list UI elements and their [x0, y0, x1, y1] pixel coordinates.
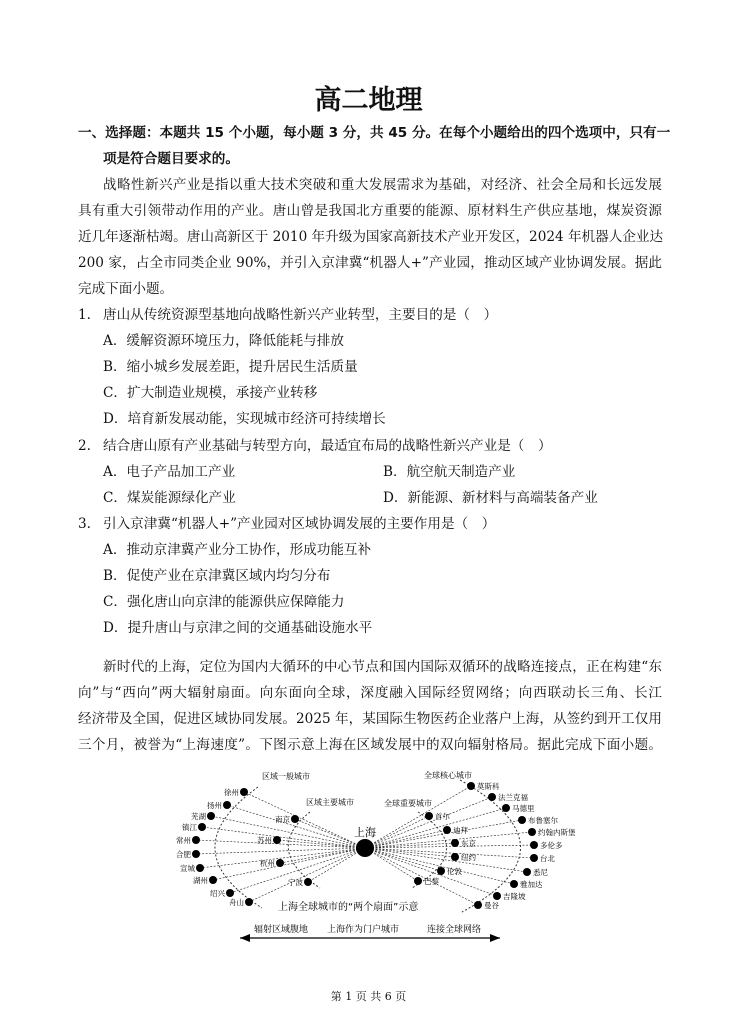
passage-line: 经济带及全国，促进区域协同发展。2025 年，某国际生物医药企业落户上海，从签约到开工仅用 — [78, 711, 662, 727]
city-node — [488, 793, 496, 801]
city-label: 曼谷 — [484, 901, 499, 910]
city-node — [245, 898, 253, 906]
city-node — [425, 812, 433, 820]
passage-line: 新时代的上海，定位为国内大循环的中心节点和国内国际双循环的战略连接点，正在构建“东 — [103, 659, 662, 675]
city-label: 伦敦 — [447, 867, 462, 876]
radiation-line — [227, 805, 365, 848]
city-label: 悉尼 — [533, 868, 548, 877]
city-node — [226, 889, 234, 897]
label-global-important: 全球重要城市 — [384, 799, 432, 808]
city-label: 雅加达 — [520, 880, 543, 889]
city-node — [304, 878, 312, 886]
question-stem: 引入京津冀“机器人+”产业园对区域协调发展的主要作用是（ ） — [103, 516, 496, 532]
city-node — [273, 836, 281, 844]
option-a: A．推动京津冀产业分工协作，形成功能互补 — [103, 542, 372, 558]
city-node — [523, 868, 531, 876]
city-node — [451, 853, 459, 861]
question-stem: 唐山从传统资源型基地向战略性新兴产业转型，主要目的是（ ） — [103, 307, 498, 323]
radiation-line — [202, 827, 365, 848]
passage-line: 战略性新兴产业是指以重大技术突破和重大发展需求为基础，对经济、社会全局和长远发展 — [103, 177, 662, 193]
passage-line: 向”与“西向”两大辐射扇面。向东面向全球，深度融入国际经贸网络；向西联动长三角、长江 — [78, 685, 662, 701]
city-label: 湖州 — [193, 876, 208, 885]
city-node — [502, 804, 510, 812]
city-node — [474, 901, 482, 909]
city-node — [530, 841, 538, 849]
city-node — [528, 828, 536, 836]
section-heading: 一、选择题：本题共 15 个小题，每小题 3 分，共 45 分。在每个小题给出的四个选项中，只有一 — [78, 125, 671, 141]
city-node — [240, 788, 248, 796]
city-label: 镇江 — [182, 823, 197, 832]
radiation-line — [365, 848, 441, 871]
city-node — [443, 826, 451, 834]
page-footer: 第 1 页 共 6 页 — [330, 990, 407, 1003]
radiation-line — [365, 848, 527, 872]
option-a: A．电子产品加工产业 — [103, 464, 236, 480]
option-c: C．强化唐山向京津的能源供应保障能力 — [103, 594, 345, 610]
arrow-label-left: 辐射区域腹地 — [254, 925, 309, 935]
arrow-right-icon — [490, 934, 500, 942]
radiation-line — [249, 848, 365, 902]
question-number: 2. — [78, 438, 91, 454]
radiation-line — [365, 848, 514, 884]
city-node — [518, 816, 526, 824]
city-label: 巴黎 — [424, 877, 439, 886]
city-node — [530, 854, 538, 862]
radiation-line — [365, 848, 497, 896]
passage-line: 具有重大引领带动作用的产业。唐山曾是我国北方重要的能源、原材料生产供应基地，煤炭资源 — [78, 203, 662, 219]
option-a: A．缓解资源环境压力，降低能耗与排放 — [103, 333, 344, 349]
city-label: 宣城 — [180, 864, 195, 873]
city-node — [510, 880, 518, 888]
city-label: 迪拜 — [453, 826, 468, 835]
city-label: 扬州 — [207, 801, 222, 810]
city-label: 纽约 — [461, 853, 476, 862]
city-label: 台北 — [540, 854, 555, 863]
city-node — [437, 867, 445, 875]
page-title: 高二地理 — [314, 85, 423, 116]
city-node — [451, 839, 459, 847]
city-label: 南京 — [275, 815, 290, 824]
diagram-caption: 上海全球城市的“两个扇面”示意 — [278, 902, 419, 913]
question-stem: 结合唐山原有产业基础与转型方向，最适宜布局的战略性新兴产业是（ ） — [103, 438, 552, 454]
label-global-core: 全球核心城市 — [424, 771, 472, 780]
city-node — [291, 815, 299, 823]
passage-line: 完成下面小题。 — [78, 281, 174, 297]
passage-line: 近几年逐渐枯竭。唐山高新区于 2010 年升级为国家高新技术产业开发区，2024 年机器人企业达 — [78, 229, 664, 245]
radiation-line — [365, 830, 447, 848]
city-label: 法兰克福 — [498, 793, 528, 802]
city-label: 首尔 — [435, 812, 450, 821]
city-label: 莫斯科 — [477, 782, 500, 791]
city-label: 东京 — [461, 839, 476, 848]
city-label: 吉隆坡 — [503, 892, 526, 901]
city-node — [209, 876, 217, 884]
option-c: C．煤炭能源绿化产业 — [103, 490, 236, 506]
question-number: 3. — [78, 516, 91, 532]
city-node — [276, 859, 284, 867]
city-node — [198, 823, 206, 831]
label-region-general: 区域一般城市 — [262, 772, 310, 781]
city-label: 多伦多 — [540, 841, 563, 850]
city-label: 舟山 — [229, 898, 244, 907]
city-node — [493, 892, 501, 900]
city-node — [192, 836, 200, 844]
passage-line: 200 家，占全市同类企业 90%，并引入京津冀“机器人+”产业园，推动区域产业协调发展。据此 — [78, 255, 662, 271]
city-node — [467, 782, 475, 790]
city-label: 徐州 — [224, 788, 239, 797]
option-d: D．培育新发展动能，实现城市经济可持续增长 — [103, 411, 386, 427]
city-label: 杭州 — [260, 859, 275, 868]
city-label: 绍兴 — [210, 889, 225, 898]
city-node — [192, 850, 200, 858]
city-label: 宁波 — [288, 878, 303, 887]
passage-line: 三个月，被誉为“上海速度”。下图示意上海在区域发展中的双向辐射格局。据此完成下面小题。 — [78, 737, 662, 753]
city-label: 约翰内斯堡 — [538, 828, 576, 837]
city-label: 常州 — [176, 836, 191, 845]
question-number: 1. — [78, 307, 91, 323]
label-region-main: 区域主要城市 — [306, 798, 354, 807]
option-b: B．缩小城乡发展差距，提升居民生活质量 — [103, 359, 358, 375]
arrow-label-right: 连接全球网络 — [427, 925, 482, 935]
city-label: 芜湖 — [191, 812, 206, 821]
section-heading: 项是符合题目要求的。 — [103, 151, 239, 167]
radiation-line — [365, 848, 418, 881]
city-label: 布鲁塞尔 — [528, 816, 558, 825]
radiation-line — [365, 848, 455, 857]
city-node — [196, 864, 204, 872]
radiation-line — [365, 843, 455, 848]
city-label: 合肥 — [176, 850, 191, 859]
center-label: 上海 — [354, 826, 376, 839]
city-node — [223, 801, 231, 809]
option-d: D．提升唐山与京津之间的交通基础设施水平 — [103, 620, 373, 636]
option-b: B．航空航天制造产业 — [383, 464, 516, 480]
option-c: C．扩大制造业规模，承接产业转移 — [103, 385, 318, 401]
option-b: B．促使产业在京津冀区域内均匀分布 — [103, 568, 331, 584]
shanghai-node — [356, 839, 374, 857]
city-label: 马德里 — [512, 804, 535, 813]
option-d: D．新能源、新材料与高端装备产业 — [383, 490, 598, 506]
city-label: 苏州 — [257, 836, 272, 845]
arrow-left-icon — [240, 934, 250, 942]
city-node — [414, 877, 422, 885]
radiation-line — [277, 840, 365, 848]
city-node — [207, 812, 215, 820]
arrow-label-mid: 上海作为门户城市 — [327, 925, 400, 935]
